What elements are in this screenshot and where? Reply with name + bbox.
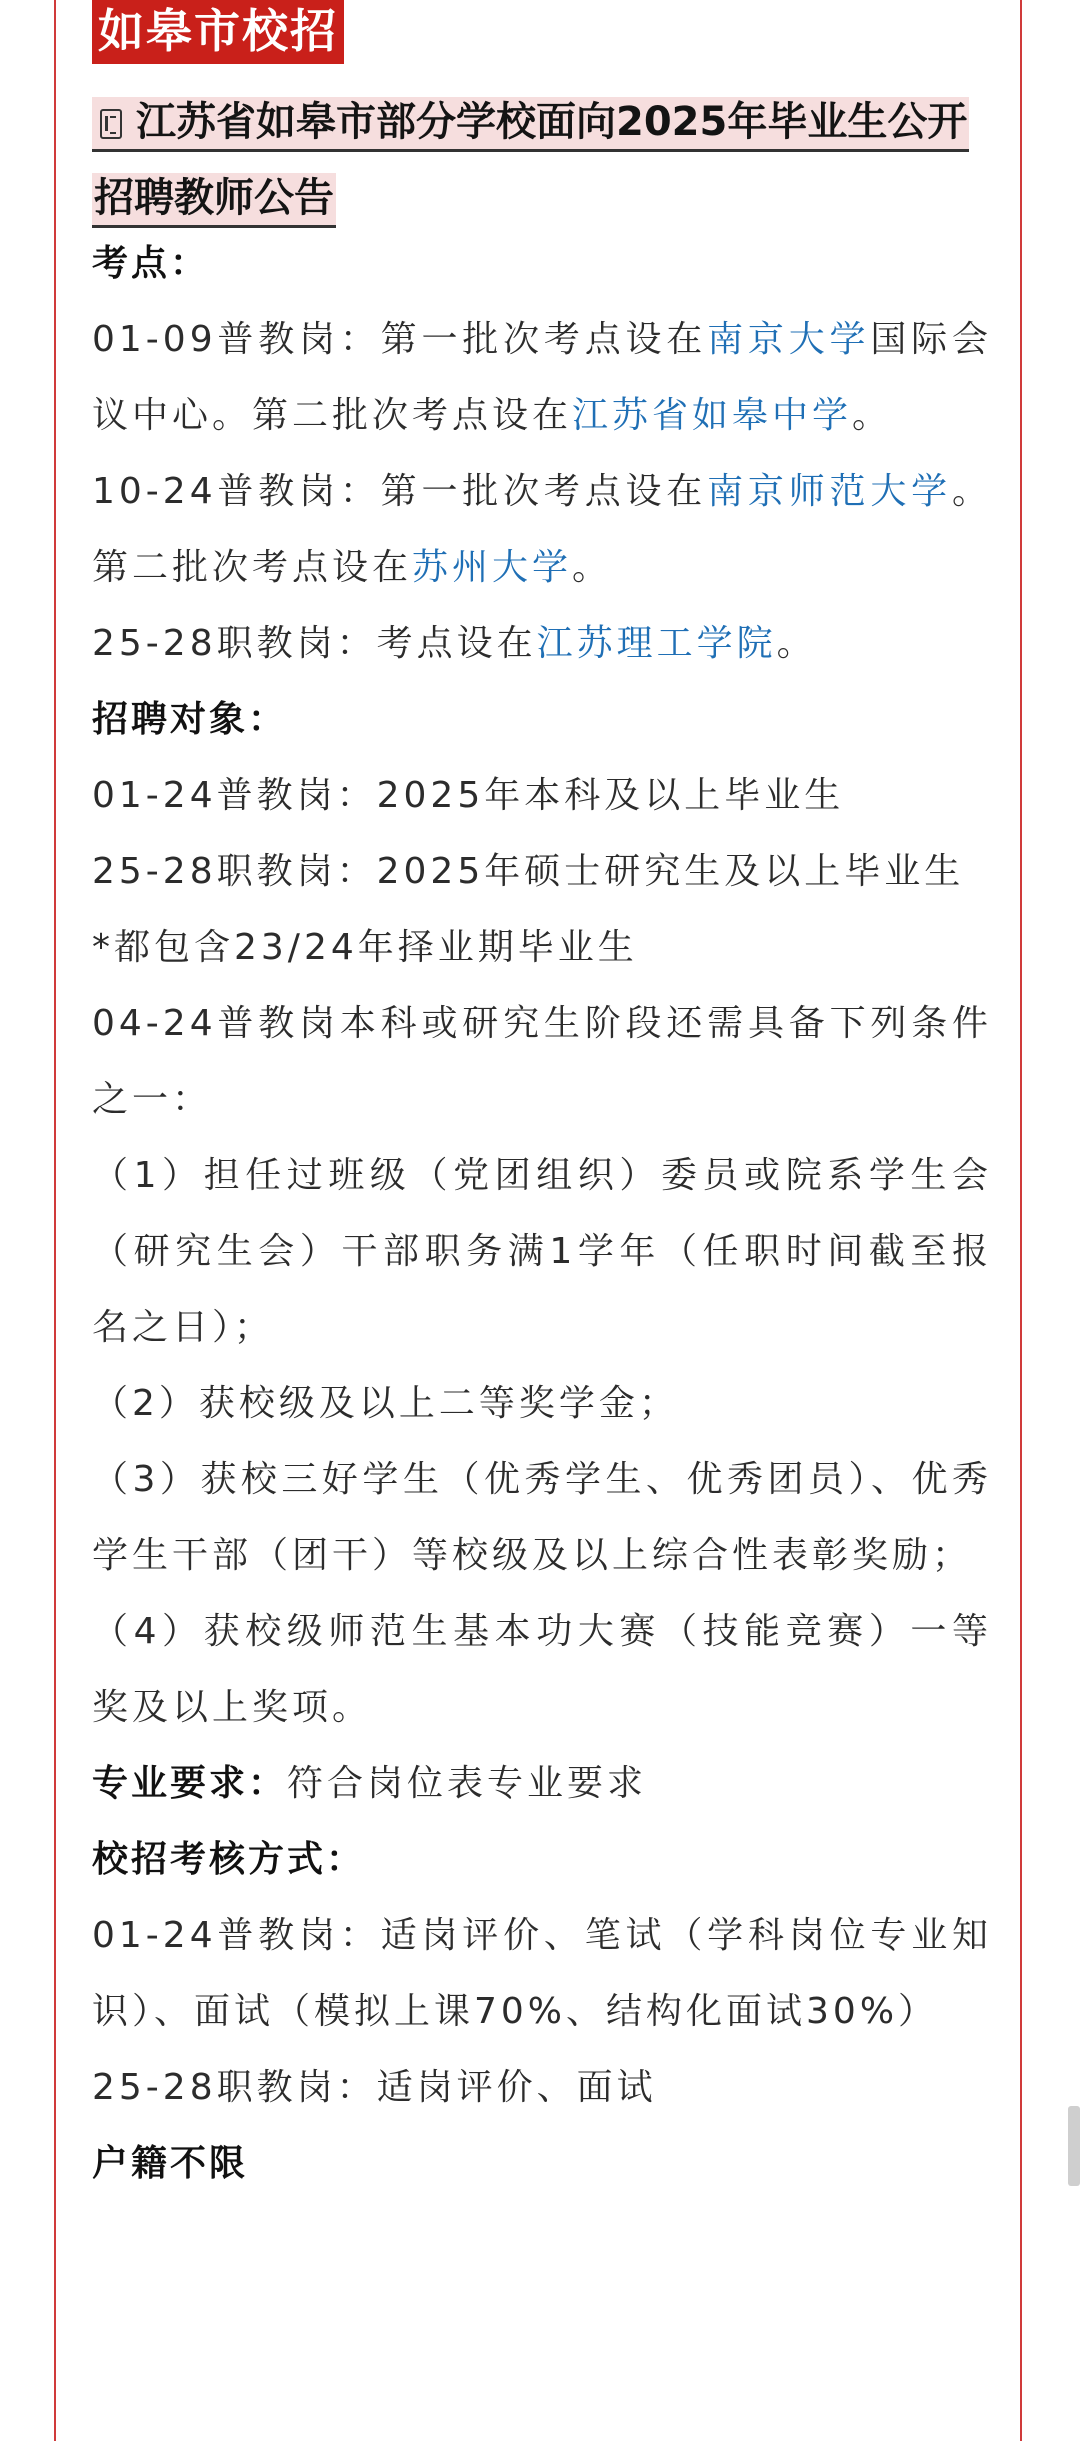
headline-text: 江苏省如皋市部分学校面向2025年毕业生公开招聘教师公告 <box>94 99 968 221</box>
school-title-banner: 如皋市校招 <box>92 0 344 64</box>
exam-site-line: 10-24普教岗：第一批次考点设在南京师范大学。第二批次考点设在苏州大学。 <box>92 471 992 588</box>
headline-highlight <box>92 97 969 228</box>
condition-item: （1）担任过班级（党团组织）委员或院系学生会（研究生会）干部职务满1学年（任职时间截至报名之日）； <box>92 1155 992 1348</box>
exam-site-label: 考点： <box>92 243 210 284</box>
target-label: 招聘对象： <box>92 699 288 740</box>
announcement-headline[interactable] <box>92 84 992 236</box>
document-icon <box>100 109 122 139</box>
condition-item: （2）获校级及以上二等奖学金； <box>92 1383 679 1424</box>
announcement-body <box>92 226 992 2202</box>
link-rugao-high-school[interactable]: 江苏省如皋中学 <box>572 395 853 436</box>
link-soochow-university[interactable]: 苏州大学 <box>412 547 573 588</box>
hukou-note: 户籍不限 <box>92 2143 249 2184</box>
link-nanjing-normal-university[interactable]: 南京师范大学 <box>707 471 952 512</box>
target-line: 04-24普教岗本科或研究生阶段还需具备下列条件之一： <box>92 1003 992 1120</box>
condition-item: （4）获校级师范生基本功大赛（技能竞赛）一等奖及以上奖项。 <box>92 1611 992 1728</box>
condition-item: （3）获校三好学生（优秀学生、优秀团员）、优秀学生干部（团干）等校级及以上综合性表彰奖励； <box>92 1459 992 1576</box>
scrollbar-thumb[interactable] <box>1068 2106 1080 2186</box>
exam-site-line: 25-28职教岗：考点设在江苏理工学院。 <box>92 623 817 664</box>
assessment-line: 01-24普教岗：适岗评价、笔试（学科岗位专业知识）、面试（模拟上课70%、结构化面试30%） <box>92 1915 992 2032</box>
major-label: 专业要求： <box>92 1763 288 1804</box>
target-line: 25-28职教岗：2025年硕士研究生及以上毕业生 <box>92 851 965 892</box>
link-nanjing-university[interactable]: 南京大学 <box>707 319 871 360</box>
exam-site-line: 01-09普教岗：第一批次考点设在南京大学国际会议中心。第二批次考点设在江苏省如皋中学。 <box>92 319 992 436</box>
major-requirement <box>92 1746 992 1822</box>
target-line: 01-24普教岗：2025年本科及以上毕业生 <box>92 775 845 816</box>
link-jiangsu-univ-technology[interactable]: 江苏理工学院 <box>536 623 777 664</box>
assessment-line: 25-28职教岗：适岗评价、面试 <box>92 2067 657 2108</box>
assessment-label: 校招考核方式： <box>92 1839 366 1880</box>
target-line: *都包含23/24年择业期毕业生 <box>92 927 638 968</box>
major-value: 符合岗位表专业要求 <box>287 1763 648 1804</box>
